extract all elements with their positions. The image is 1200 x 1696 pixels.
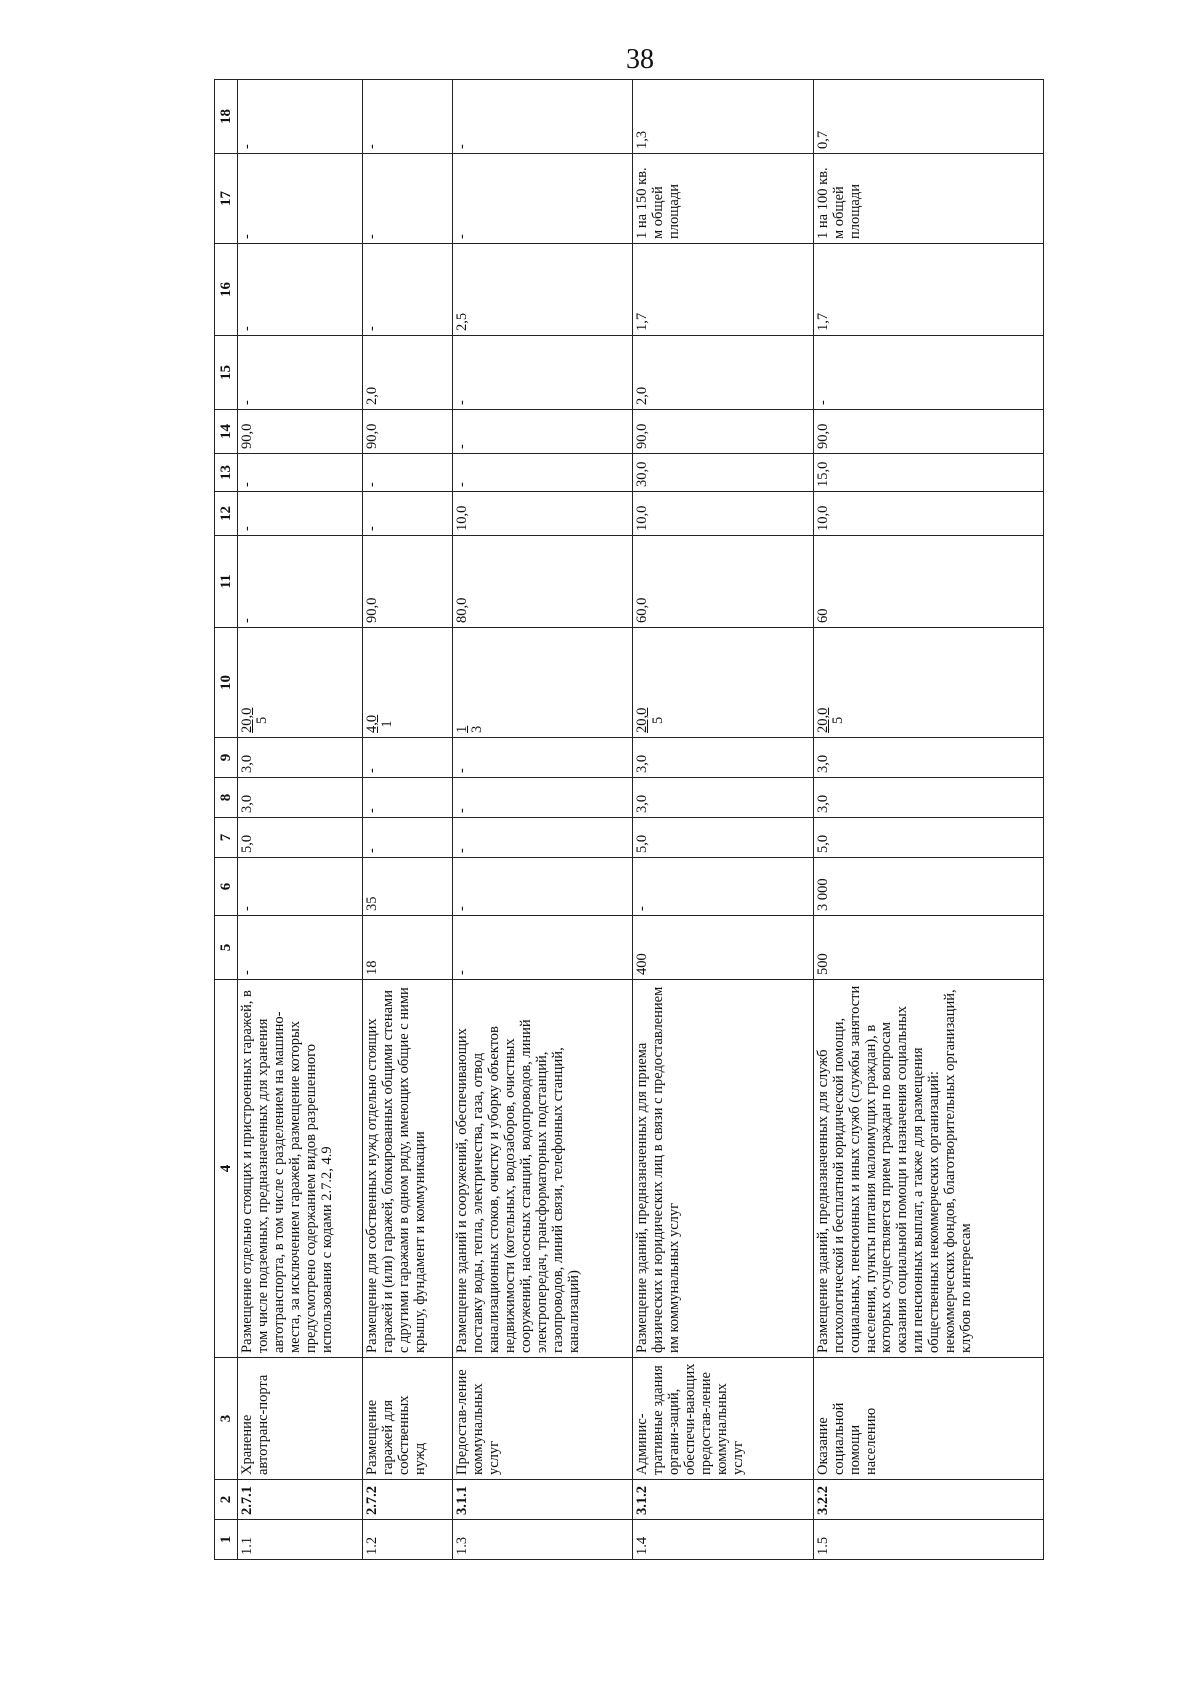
value-cell: - [453,858,633,916]
fraction-cell [633,628,813,738]
row-number: 1.5 [813,1520,1043,1560]
header-cell: 8 [215,778,238,818]
value-cell: 90,0 [238,410,363,454]
fraction-denominator: 5 [254,716,271,724]
value-cell: 10,0 [633,492,813,536]
value-cell: - [363,80,453,154]
description-cell: Размещение зданий, предназначенных для приема физических и юридических лиц в связи с предоставлением им коммунальных услуг [633,980,813,1358]
value-cell: 90,0 [363,536,453,628]
value-cell: - [363,492,453,536]
value-cell: - [363,818,453,858]
value-cell: - [453,454,633,492]
value-cell: - [453,154,633,244]
value-cell: 60 [813,536,1043,628]
rotated-table-container [214,109,1044,1560]
value-cell: 1 на 100 кв. м общей площади [813,154,1043,244]
value-cell: 1,3 [633,80,813,154]
table-row [238,80,363,1560]
value-cell: 15,0 [813,454,1043,492]
value-cell: - [363,738,453,778]
header-cell: 2 [215,1480,238,1520]
value-cell: - [238,916,363,980]
table-row [453,80,633,1560]
fraction-denominator: 5 [649,716,666,724]
row-number: 1.3 [453,1520,633,1560]
header-cell: 14 [215,410,238,454]
value-cell: 1 на 150 кв. м общей площади [633,154,813,244]
row-number: 1.1 [238,1520,363,1560]
fraction-numerator: 20,0 [814,707,831,733]
header-cell: 16 [215,244,238,336]
value-cell: - [238,858,363,916]
fraction-numerator: 20,0 [239,707,255,733]
value-cell: - [363,454,453,492]
value-cell: - [238,336,363,410]
value-cell: - [453,336,633,410]
code-cell: 2.7.2 [363,1480,453,1520]
value-cell: - [238,454,363,492]
header-cell: 13 [215,454,238,492]
code-cell: 3.2.2 [813,1480,1043,1520]
header-cell: 15 [215,336,238,410]
value-cell: - [238,244,363,336]
header-row [215,80,238,1560]
header-cell: 7 [215,818,238,858]
header-cell: 18 [215,80,238,154]
row-number: 1.4 [633,1520,813,1560]
value-cell: - [363,154,453,244]
header-cell: 11 [215,536,238,628]
fraction-denominator: 1 [379,720,396,728]
value-cell: - [453,410,633,454]
value-cell: 30,0 [633,454,813,492]
value-cell: - [363,244,453,336]
value-cell: 3,0 [813,778,1043,818]
table-row [633,80,813,1560]
value-cell: 90,0 [633,410,813,454]
value-cell: 500 [813,916,1043,980]
value-cell: 35 [363,858,453,916]
value-cell: 2,5 [453,244,633,336]
value-cell: - [453,738,633,778]
page-number: 38 [626,44,654,75]
regulations-table [214,79,1044,1560]
table-row [363,80,453,1560]
header-cell: 1 [215,1520,238,1560]
value-cell: 10,0 [813,492,1043,536]
value-cell: - [453,80,633,154]
description-cell: Размещение для собственных нужд отдельно стоящих гаражей и (или) гаражей, блокированных общими стенами с другими гаражами в одном ряду, имеющих общие с ними крышу, фундамент и коммуникации [363,980,453,1358]
value-cell: - [363,778,453,818]
header-cell: 12 [215,492,238,536]
header-cell: 3 [215,1358,238,1480]
value-cell: 60,0 [633,536,813,628]
value-cell: 3,0 [238,738,363,778]
fraction-cell [363,628,453,738]
value-cell: - [633,858,813,916]
value-cell: 90,0 [363,410,453,454]
fraction-numerator: 4,0 [364,714,381,733]
value-cell: 90,0 [813,410,1043,454]
row-number: 1.2 [363,1520,453,1560]
value-cell: - [813,336,1043,410]
fraction-cell [238,628,363,738]
value-cell: - [453,916,633,980]
value-cell: 3,0 [633,738,813,778]
value-cell: 18 [363,916,453,980]
value-cell: - [238,80,363,154]
fraction-denominator: 3 [469,725,486,733]
fraction-numerator: 20,0 [634,707,651,733]
value-cell: 5,0 [633,818,813,858]
fraction-cell [453,628,633,738]
value-cell: 3,0 [813,738,1043,778]
value-cell: 2,0 [633,336,813,410]
code-cell: 2.7.1 [238,1480,363,1520]
header-cell: 4 [215,980,238,1358]
value-cell: - [238,536,363,628]
description-cell: Размещение зданий, предназначенных для служб психологической и бесплатной юридической помощи, социальных, пенсионных и иных служб (службы занятости населения, пункты питания малоимущих граждан), в которых осуществляется прием граждан по вопросам оказания социальной помощи и назначения социальных или пенсионных выплат, а также для размещения общественных некоммерческих организаций: некоммерческих фондов, благотворительных организаций, клубов по интересам [813,980,1043,1358]
use-name-cell: Хранение автотранс-порта [238,1358,363,1480]
header-cell: 17 [215,154,238,244]
value-cell: 80,0 [453,536,633,628]
value-cell: 3,0 [633,778,813,818]
header-cell: 10 [215,628,238,738]
value-cell: - [453,818,633,858]
value-cell: 10,0 [453,492,633,536]
value-cell: 400 [633,916,813,980]
value-cell: - [238,154,363,244]
fraction-cell [813,628,1043,738]
header-cell: 6 [215,858,238,916]
value-cell: 3 000 [813,858,1043,916]
header-cell: 5 [215,916,238,980]
value-cell: - [453,778,633,818]
fraction-numerator: 1 [454,725,471,733]
value-cell: 5,0 [238,818,363,858]
table-row [813,80,1043,1560]
fraction-denominator: 5 [829,716,846,724]
use-name-cell: Предостав-ление коммунальных услуг [453,1358,633,1480]
description-cell: Размещение отдельно стоящих и пристроенных гаражей, в том числе подземных, предназначенных для хранения автотранспорта, в том числе с разделением на машино-места, за исключением гаражей, размещение которых предусмотрено содержанием видов разрешенного использования с кодами 2.7.2, 4.9 [238,980,363,1358]
use-name-cell: Админис-тративные здания органи-заций, обеспечи-вающих предостав-ление коммунальных услуг [633,1358,813,1480]
value-cell: 5,0 [813,818,1043,858]
value-cell: 1,7 [813,244,1043,336]
value-cell: 2,0 [363,336,453,410]
code-cell: 3.1.2 [633,1480,813,1520]
value-cell: - [238,492,363,536]
header-cell: 9 [215,738,238,778]
use-name-cell: Размещение гаражей для собственных нужд [363,1358,453,1480]
value-cell: 3,0 [238,778,363,818]
use-name-cell: Оказание социальной помощи населению [813,1358,1043,1480]
value-cell: 1,7 [633,244,813,336]
code-cell: 3.1.1 [453,1480,633,1520]
description-cell: Размещение зданий и сооружений, обеспечивающих поставку воды, тепла, электричества, газа, отвод канализационных стоков, очистку и уборку объектов недвижимости (котельных, водозаборов, очистных сооружений, насосных станций, водопроводов, линий электропередач, трансформаторных подстанций, газопроводов, линий связи, телефонных станций, канализаций) [453,980,633,1358]
value-cell: 0,7 [813,80,1043,154]
